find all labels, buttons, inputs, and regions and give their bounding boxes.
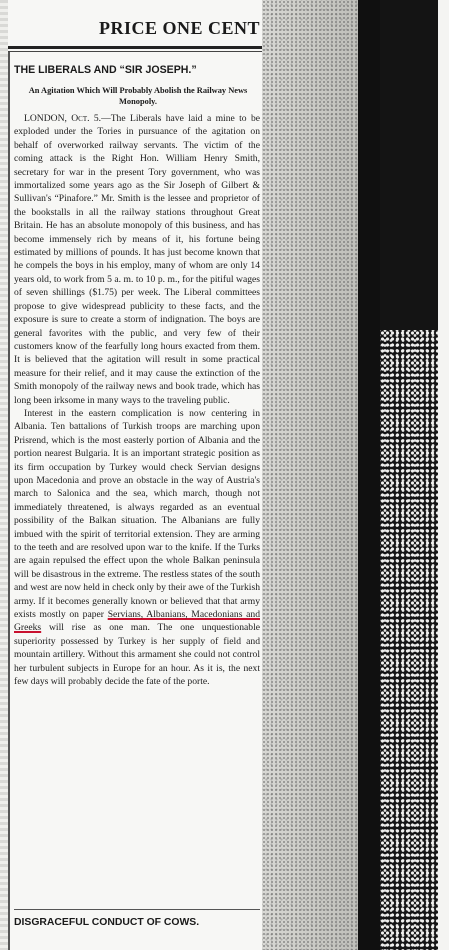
- article-paragraph-2-text: Interest in the eastern complication is now centering in Albania. Ten battalions of Turkish troops are marching upon Prisrend, which is the most easterly portion of Albania and the portion nearest Bulgaria. It is an important strategic position as its firm occupation by Turkey would check Servian designs upon Macedonia and prove an obstacle in the way of Austria's march to Salonica and the sea, which march, though not immediately threatened, is always regarded as an eventual possibility of the Balkan situation. The Albanians are fully imbued with the spirit of territorial extension. They are arming to the teeth and are resolved upon war to the knife. If the Turks are again repulsed the effect upon the whole Balkan peninsula will be disastrous in the extreme. The restless states of the south and west are now held in check only by their awe of the Turkish army. If it becomes generally known or believed that that army exists mostly on paper: [14, 407, 261, 621]
- scan-black-band: [358, 0, 380, 950]
- scan-halftone-margin: [262, 0, 358, 950]
- scan-dark-region: [380, 0, 438, 330]
- article-dateline: LONDON, Oct. 5.: [24, 113, 102, 124]
- article-separator-rule: [14, 909, 260, 910]
- newspaper-column: [8, 0, 262, 950]
- next-article-headline: DISGRACEFUL CONDUCT OF COWS.: [14, 917, 200, 928]
- scan-left-margin: [0, 0, 8, 950]
- scan-speckle-region: [380, 330, 438, 950]
- article-subhead: An Agitation Which Will Probably Abolish the Railway News Monopoly.: [28, 86, 248, 106]
- masthead-rule-thin: [8, 51, 262, 52]
- article-paragraph-2: [14, 407, 260, 689]
- column-divider: [8, 52, 10, 950]
- masthead-rule-thick: [8, 46, 262, 49]
- article-body: [14, 112, 260, 688]
- article-paragraph-1-text: —The Liberals have laid a mine to be exploded under the Tories in pursuance of the agitation on behalf of overworked railway servants. The victim of the coming attack is the Right Hon. William Henry Smith, secretary for war in the present Tory government, who was immortalized some years ago as the Sir Joseph of Gilbert & Sullivan's “Pinafore.” Mr. Smith is the lessee and proprietor of the bookstalls in all the railway stations throughout Great Britain. He has an absolute monopoly of this business, and has become immensely rich by means of it, his fortune being estimated by millions of pounds. It has just become known that he compels the boys in his employ, many of whom are only 14 years old, to work from 5 a. m. to 10 p. m., for the pitiful wages of seven shillings ($1.75) per week. The Liberal committees propose to give widespread publicity to these facts, and the exposure is sure to create a storm of indignation. The boys are general favorites with the public, and very few of their customers know of the fearfully long hours exacted from them. It is believed that the agitation will result in some practical measure for their relief, and it may cause the extinction of the Smith monopoly of the railway news and book trade, which has long been irksome in many ways to the traveling public.: [14, 113, 260, 406]
- highlighted-phrase: Servians, Albanians, Macedonians and Greeks: [14, 609, 260, 634]
- article-headline: THE LIBERALS AND “SIR JOSEPH.”: [14, 64, 197, 76]
- scan-right-edge: [438, 0, 449, 950]
- article-paragraph-1: [14, 112, 260, 407]
- masthead-price: PRICE ONE CENT: [98, 18, 260, 38]
- article-paragraph-2-tail: will rise as one man. The one unquestionable superiority possessed by Turkey is her supply of field and mountain artillery. Without this armament she could not control her turbulent subjects in Europe for an hour. As it is, the next few days will probably decide the fate of the porte.: [14, 622, 260, 688]
